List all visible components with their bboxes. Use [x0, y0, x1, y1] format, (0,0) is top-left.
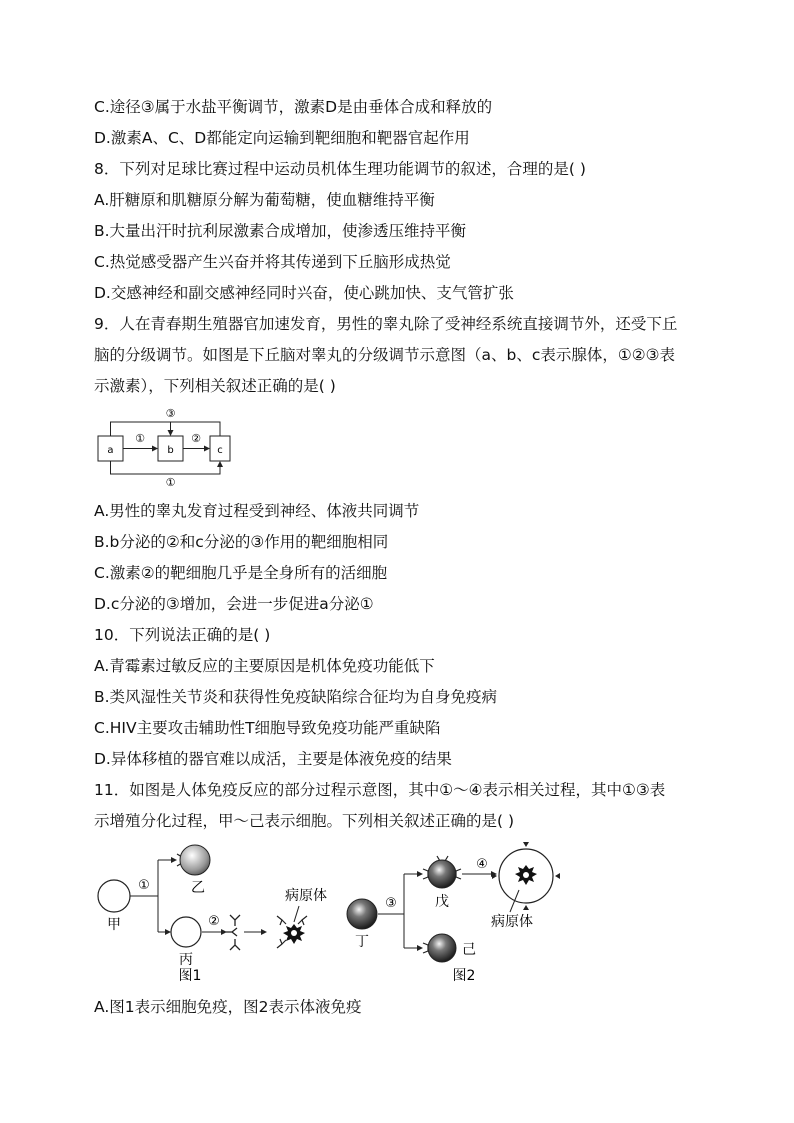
box-a-label: a — [107, 445, 114, 456]
line-22: A.图1表示细胞免疫，图2表示体液免疫 — [94, 998, 362, 1016]
line-19: D.异体移植的器官难以成活，主要是体液免疫的结果 — [94, 750, 452, 768]
line-2: D.激素A、C、D都能定向运输到靶细胞和靶器官起作用 — [94, 129, 470, 147]
line-6: C.热觉感受器产生兴奋并将其传递到下丘脑形成热觉 — [94, 253, 451, 271]
cell-yi-label: 乙 — [191, 880, 205, 896]
line-10: 示激素），下列相关叙述正确的是( ) — [94, 377, 336, 395]
figure-q11 — [94, 838, 574, 988]
cell-bing — [171, 917, 201, 947]
line-17: B.类风湿性关节炎和获得性免疫缺陷综合征均为自身免疫病 — [94, 688, 498, 706]
line-16: A.青霉素过敏反应的主要原因是机体免疫功能低下 — [94, 657, 435, 675]
line-14: D.c分泌的③增加，会进一步促进a分泌① — [94, 595, 374, 613]
box-b-label: b — [167, 445, 174, 456]
line-8: 9．人在青春期生殖器官加速发育，男性的睾丸除了受神经系统直接调节外，还受下丘 — [94, 315, 678, 333]
figure-2-caption: 图2 — [452, 968, 476, 984]
cell-yi — [180, 845, 210, 875]
process-1-label: ① — [138, 878, 150, 893]
figure-1-caption: 图1 — [178, 968, 202, 984]
line-3: 8．下列对足球比赛过程中运动员机体生理功能调节的叙述，合理的是( ) — [94, 160, 586, 178]
line-20: 11．如图是人体免疫反应的部分过程示意图，其中①～④表示相关过程，其中①③表 — [94, 781, 666, 799]
line-11: A.男性的睾丸发育过程受到神经、体液共同调节 — [94, 502, 420, 520]
cell-ji-label: 己 — [462, 942, 476, 958]
line-13: C.激素②的靶细胞几乎是全身所有的活细胞 — [94, 564, 388, 582]
line-4: A.肝糖原和肌糖原分解为葡萄糖，使血糖维持平衡 — [94, 191, 435, 209]
cell-jia — [98, 880, 130, 912]
hormone-top-label: ③ — [165, 407, 176, 420]
cell-ji — [428, 934, 456, 962]
line-15: 10．下列说法正确的是( ) — [94, 626, 271, 644]
antibody-2 — [226, 928, 237, 936]
cell-wu — [428, 860, 456, 888]
line-7: D.交感神经和副交感神经同时兴奋，使心跳加快、支气管扩张 — [94, 284, 514, 302]
line-18: C.HIV主要攻击辅助性T细胞导致免疫功能严重缺陷 — [94, 719, 441, 737]
cell-ding-label: 丁 — [355, 934, 369, 950]
figure-q9 — [94, 404, 234, 490]
line-9: 脑的分级调节。如图是下丘脑对睾丸的分级调节示意图（a、b、c表示腺体，①②③表 — [94, 346, 676, 364]
line-1: C.途径③属于水盐平衡调节，激素D是由垂体合成和释放的 — [94, 98, 493, 116]
line-21: 示增殖分化过程，甲～己表示细胞。下列相关叙述正确的是( ) — [94, 812, 515, 830]
antibody-3 — [230, 939, 240, 950]
box-c-label: c — [217, 445, 223, 456]
cell-ding — [347, 899, 377, 929]
line-12: B.b分泌的②和c分泌的③作用的靶细胞相同 — [94, 533, 389, 551]
pathogen-1-label: 病原体 — [285, 888, 327, 904]
line-5: B.大量出汗时抗利尿激素合成增加，使渗透压维持平衡 — [94, 222, 467, 240]
pathogen-2-label: 病原体 — [491, 914, 533, 930]
antibody-1 — [230, 915, 240, 926]
hormone-ab-label: ① — [135, 432, 145, 445]
process-3-label: ③ — [385, 896, 397, 911]
cell-bing-label: 丙 — [179, 952, 193, 968]
process-4-label: ④ — [476, 857, 488, 872]
hormone-bc-label: ② — [191, 432, 201, 445]
cell-wu-label: 戊 — [435, 894, 449, 910]
process-2-label: ② — [208, 914, 220, 929]
hormone-bottom-label: ① — [165, 476, 176, 489]
cell-jia-label: 甲 — [107, 917, 121, 933]
